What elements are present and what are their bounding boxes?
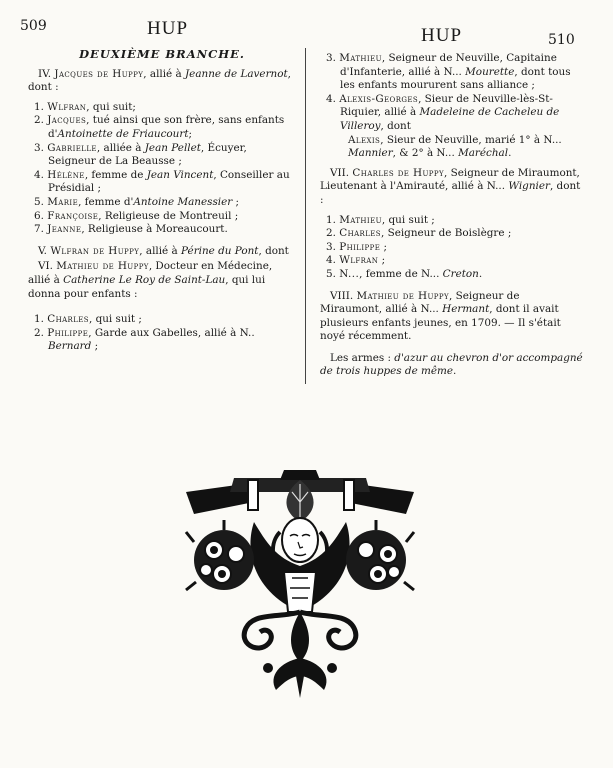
entry-vi: VI. Mathieu de Huppy, Docteur en Médecine, allié à Catherine Le Roy de Saint-Lau, qui lui donna pour enfants : (28, 260, 273, 300)
entry-v: V. Wlfran de Huppy, allié à Périne du Pont, dont (38, 244, 289, 257)
list-item: 4. Hélène, femme de Jean Vincent, Conseiller au Présidial ; (34, 168, 290, 195)
list-item: 1. Wlfran, qui suit; (34, 100, 136, 113)
list-item: 2. Jacques, tué ainsi que son frère, sans enfants d'Antoinette de Friaucourt; (34, 114, 285, 140)
entry-vii: VII. Charles de Huppy, Seigneur de Miraumont, Lieutenant à l'Amirauté, allié à N... Wignier, dont : (320, 166, 581, 206)
left-page-number: 509 (20, 18, 47, 34)
right-page-number: 510 (548, 32, 575, 48)
children-list-vi (28, 313, 296, 354)
branch-title: DEUXIÈME BRANCHE. (79, 47, 245, 61)
right-column (320, 52, 584, 381)
list-item: 6. Françoise, Religieuse de Montreuil ; (34, 209, 239, 222)
list-item: 1. Mathieu, qui suit ; (326, 213, 435, 226)
list-item: 2. Charles, Seigneur de Boislègre ; (326, 227, 512, 240)
list-item: 1. Charles, qui suit ; (34, 313, 142, 326)
children-list-vi-cont (320, 52, 584, 161)
grandchild-item: Alexis, Sieur de Neuville, marié 1° à N... Mannier, & 2° à N... Maréchal. (348, 133, 562, 160)
left-running-head: HUP (147, 18, 189, 39)
list-item: 4. Wlfran ; (326, 254, 386, 267)
list-item: 3. Philippe ; (326, 240, 388, 253)
entry-viii: VIII. Mathieu de Huppy, Seigneur de Miraumont, allié à N... Hermant, dont il avait plusieurs enfants jeunes, en 1709. — Il s'était noyé récemment. (320, 289, 561, 343)
list-item: 7. Jeanne, Religieuse à Moreaucourt. (34, 223, 228, 236)
list-item: 5. N..., femme de N... Creton. (326, 267, 483, 280)
left-column (28, 48, 296, 360)
coat-of-arms-text: Les armes : d'azur au chevron d'or accompagné de trois huppes de même. (320, 351, 583, 378)
list-item: 3. Gabrielle, alliée à Jean Pellet, Écuyer, Seigneur de La Beausse ; (34, 141, 247, 168)
right-running-head: HUP (421, 25, 463, 46)
children-list-vii (320, 214, 584, 282)
list-item: 4. Alexis-Georges, Sieur de Neuville-lès-St-Riquier, allié à Madeleine de Cacheleu de Villeroy, dont (326, 92, 560, 132)
entry-iv: IV. Jacques de Huppy, allié à Jeanne de Lavernot, dont : (28, 67, 291, 94)
children-list-iv (28, 101, 296, 237)
column-divider (305, 48, 306, 384)
list-item: 2. Philippe, Garde aux Gabelles, allié à N.. Bernard ; (34, 326, 255, 353)
list-item: 5. Marie, femme d'Antoine Manessier ; (34, 195, 240, 208)
list-item: 3. Mathieu, Seigneur de Neuville, Capitaine d'Infanterie, allié à N... Mourette, dont tous les enfants moururent sans alliance ; (326, 52, 571, 92)
decorative-tailpiece-icon (184, 462, 416, 700)
